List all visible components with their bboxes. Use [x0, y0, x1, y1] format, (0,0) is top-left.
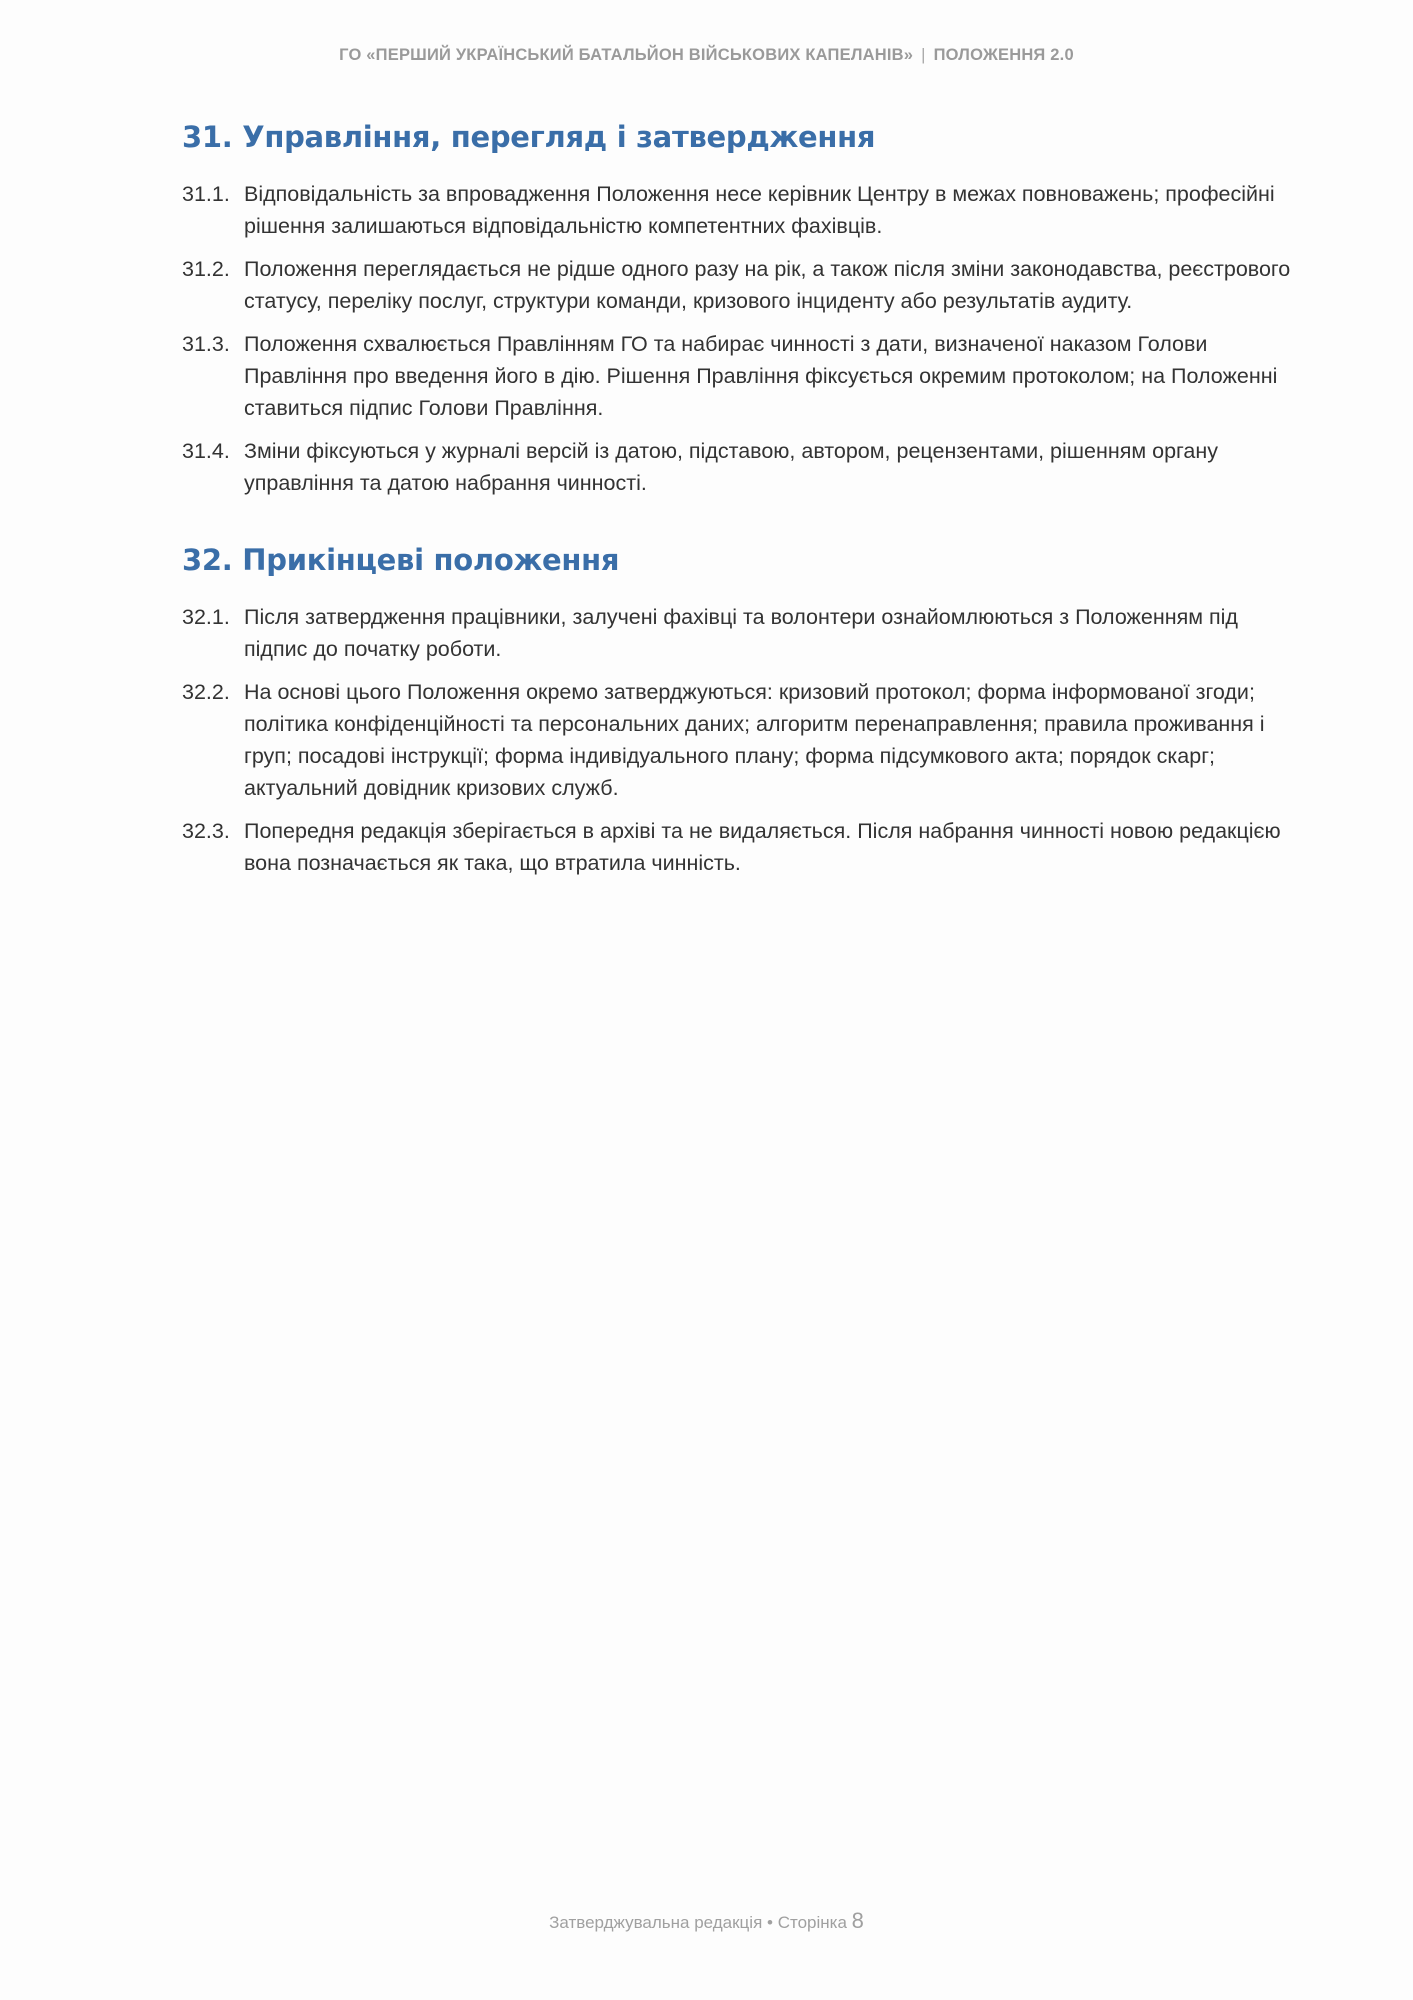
clause-31-2 [182, 253, 1302, 317]
clause-number: 31.1. [182, 182, 230, 206]
clause-number: 32.3. [182, 819, 230, 843]
clause-number: 31.3. [182, 332, 230, 356]
section-32 [182, 543, 1302, 879]
clause-number: 31.4. [182, 439, 230, 463]
footer-page-word: Сторінка [777, 1913, 847, 1932]
clause-32-2 [182, 676, 1302, 804]
section-title: 32. Прикінцеві положення [182, 543, 620, 577]
section-title: 31. Управління, перегляд і затвердження [182, 120, 876, 154]
clause-31-1 [182, 178, 1302, 242]
clause-number: 31.2. [182, 257, 230, 281]
footer-bullet: • [767, 1913, 773, 1932]
clause-number: 32.2. [182, 680, 230, 704]
header-document-title: ПОЛОЖЕННЯ 2.0 [933, 46, 1074, 64]
clause-text: Зміни фіксуються у журналі версій із датою, підставою, автором, рецензентами, рішенням органу управління та датою набрання чинності. [244, 439, 1219, 495]
clause-text: Положення схвалюється Правлінням ГО та набирає чинності з дати, визначеної наказом Голови Правління про введення його в дію. Рішення Правління фіксується окремим протоколом; на Положенні ставиться підпис Голови Правління. [244, 332, 1278, 420]
clause-text: Попередня редакція зберігається в архіві та не видаляється. Після набрання чинності новою редакцією вона позначається як така, що втратила чинність. [244, 819, 1281, 875]
header-organization: ГО «ПЕРШИЙ УКРАЇНСЬКИЙ БАТАЛЬЙОН ВІЙСЬКОВИХ КАПЕЛАНІВ» [339, 46, 914, 64]
page-number: 8 [851, 1908, 864, 1933]
clause-31-3 [182, 328, 1302, 424]
clause-text: Після затвердження працівники, залучені фахівці та волонтери ознайомлюються з Положенням під підпис до початку роботи. [244, 605, 1238, 661]
section-31 [182, 120, 1302, 499]
footer-label: Затверджувальна редакція [549, 1913, 763, 1932]
page-content [182, 120, 1302, 923]
page-footer [0, 1908, 1413, 1934]
clause-32-3 [182, 815, 1302, 879]
running-header [0, 46, 1413, 65]
clause-number: 32.1. [182, 605, 230, 629]
clause-text: На основі цього Положення окремо затверджуються: кризовий протокол; форма інформованої згоди; політика конфіденційності та персональних даних; алгоритм перенаправлення; правила проживання і груп; посадові інструкції; форма індивідуального плану; форма підсумкового акта; порядок скарг; актуальний довідник кризових служб. [244, 680, 1265, 800]
clause-text: Відповідальність за впровадження Положення несе керівник Центру в межах повноважень; професійні рішення залишаються відповідальністю компетентних фахівців. [244, 182, 1275, 238]
clause-32-1 [182, 601, 1302, 665]
clause-text: Положення переглядається не рідше одного разу на рік, а також після зміни законодавства, реєстрового статусу, переліку послуг, структури команди, кризового інциденту або результатів аудиту. [244, 257, 1291, 313]
header-separator: | [921, 46, 926, 64]
clause-31-4 [182, 435, 1302, 499]
